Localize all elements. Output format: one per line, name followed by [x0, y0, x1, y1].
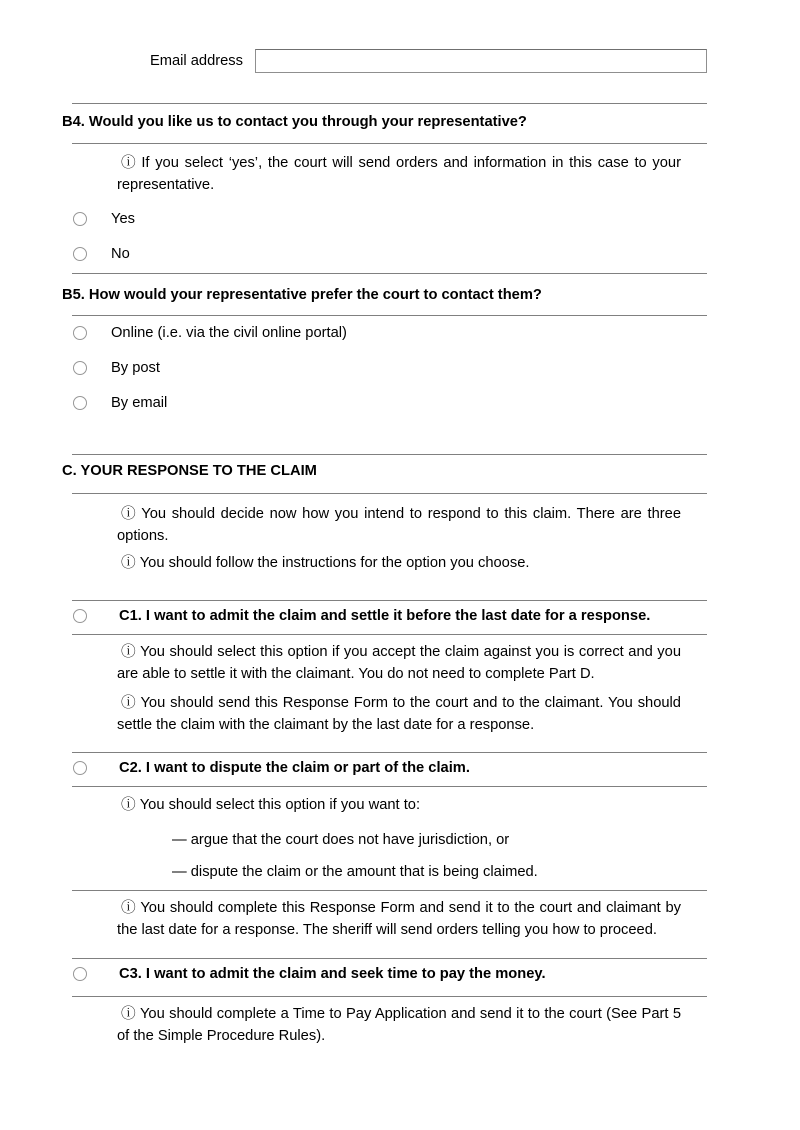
bullet-item: — argue that the court does not have jurisdiction, or — [172, 832, 510, 848]
option-label: Online (i.e. via the civil online portal) — [111, 325, 347, 341]
radio-option-c2 — [72, 757, 707, 779]
section-b4-heading: B4. Would you like us to contact you through your representative? — [62, 114, 527, 130]
info-text: You should complete a Time to Pay Application and send it to the court (See Part 5 of the Simple Procedure Rules). — [117, 1006, 681, 1044]
option-label: By email — [111, 395, 168, 411]
divider — [72, 634, 707, 635]
info-text: You should complete this Response Form and send it to the court and claimant by the last date for a response. The sheriff will send orders telling you how to proceed. — [117, 900, 681, 938]
info-text: You should send this Response Form to the court and to the claimant. You should settle the claim with the claimant by the last date for a response. — [117, 695, 681, 733]
option-c1-heading: C1. I want to admit the claim and settle it before the last date for a response. — [119, 608, 651, 624]
radio-option-no — [72, 243, 707, 265]
divider — [72, 315, 707, 316]
info-icon: ⓘ — [121, 900, 137, 916]
info-note-c-2 — [117, 552, 681, 574]
info-note-c2-1 — [117, 794, 681, 816]
info-icon: ⓘ — [121, 695, 137, 711]
info-note-c2-2 — [117, 897, 681, 941]
info-icon: ⓘ — [121, 797, 136, 813]
info-text: You should follow the instructions for the option you choose. — [139, 555, 530, 571]
info-text: You should decide now how you intend to respond to this claim. There are three options. — [117, 506, 681, 544]
section-c-heading: C. YOUR RESPONSE TO THE CLAIM — [62, 463, 317, 479]
info-text: You should select this option if you want to: — [139, 797, 421, 813]
bullet-item: — dispute the claim or the amount that is being claimed. — [172, 864, 538, 880]
option-label: No — [111, 246, 130, 262]
radio-option-online — [72, 322, 707, 344]
divider — [72, 143, 707, 144]
divider — [72, 752, 707, 753]
radio-button[interactable] — [73, 396, 87, 410]
info-note-b4 — [117, 152, 681, 196]
divider — [72, 958, 707, 959]
radio-button[interactable] — [73, 212, 87, 226]
radio-option-c3 — [72, 963, 707, 985]
divider — [72, 600, 707, 601]
radio-option-c1 — [72, 605, 707, 627]
info-icon: ⓘ — [121, 1006, 136, 1022]
radio-button[interactable] — [73, 361, 87, 375]
email-row — [72, 49, 707, 73]
info-text: If you select ‘yes’, the court will send orders and information in this case to your representative. — [117, 155, 681, 193]
info-note-c-1 — [117, 503, 681, 547]
radio-option-yes — [72, 208, 707, 230]
radio-option-by-email — [72, 392, 707, 414]
radio-button[interactable] — [73, 761, 87, 775]
divider — [72, 996, 707, 997]
divider — [72, 786, 707, 787]
option-label: Yes — [111, 211, 135, 227]
info-icon: ⓘ — [121, 155, 138, 171]
divider — [72, 493, 707, 494]
info-icon: ⓘ — [121, 644, 137, 660]
info-note-c1-2 — [117, 692, 681, 736]
info-icon: ⓘ — [121, 555, 136, 571]
radio-option-by-post — [72, 357, 707, 379]
section-b5-heading: B5. How would your representative prefer the court to contact them? — [62, 287, 542, 303]
radio-button[interactable] — [73, 326, 87, 340]
option-c2-heading: C2. I want to dispute the claim or part of the claim. — [119, 760, 470, 776]
info-text: You should select this option if you accept the claim against you is correct and you are able to settle it with the claimant. You do not need to complete Part D. — [117, 644, 681, 682]
email-input[interactable] — [255, 49, 707, 73]
radio-button[interactable] — [73, 967, 87, 981]
divider — [72, 454, 707, 455]
option-label: By post — [111, 360, 160, 376]
radio-button[interactable] — [73, 247, 87, 261]
divider — [72, 890, 707, 891]
radio-button[interactable] — [73, 609, 87, 623]
info-icon: ⓘ — [121, 506, 138, 522]
divider — [72, 103, 707, 104]
divider — [72, 273, 707, 274]
form-page — [62, 0, 707, 1047]
info-note-c1-1 — [117, 641, 681, 685]
option-c3-heading: C3. I want to admit the claim and seek time to pay the money. — [119, 966, 546, 982]
info-note-c3-1 — [117, 1003, 681, 1047]
email-label: Email address — [149, 53, 243, 69]
